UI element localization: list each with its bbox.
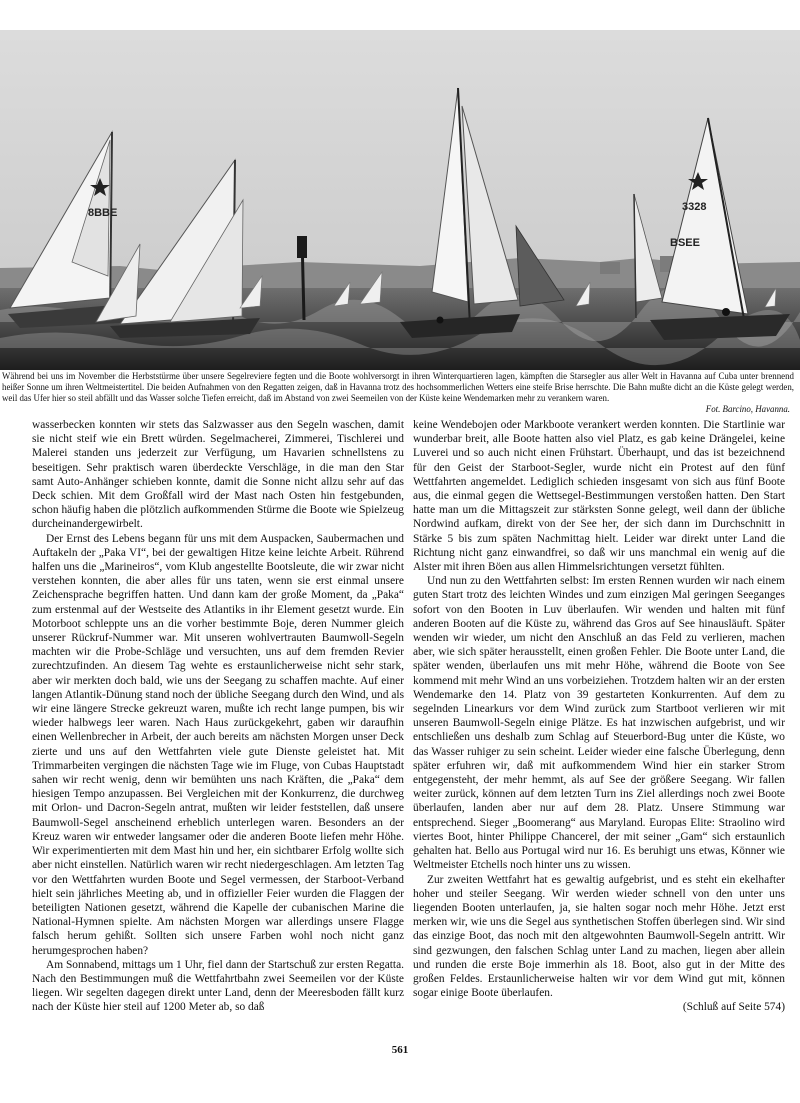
continuation-note: (Schluß auf Seite 574) — [682, 1001, 785, 1014]
paragraph: Und nun zu den Wettfahrten selbst: Im ersten Rennen wurden wir nach einem guten Start trotz des leichten Windes und zum einzigen Mal geringen Seeganges sofort von den Booten in Luv überlaufen. Wir wenden und halten mit fünf anderen Booten auf die Küste zu, während das Gros auf See hinausläuft. Später wenden wir wieder, um nicht den Anschluß an das Feld zu verlieren, machen aber, wie sich später herausstellt, einen großen Fehler. Die Boote unter Land, die später wenden, überlaufen uns mit mehr Höhe, während die Boote von See kommend mit mehr Wind an uns vorbeiziehen. Trotzdem halten wir an der ersten Wendemarke den 14. Platz von 39 gestarteten Konkurrenten. Auf dem zu segelnden Linearkurs vor dem Wind zurück zum Startboot verlieren wir mit unseren Baumwoll-Segeln einige Plätze. Es hat inzwischen aufgebrist, und wir entschließen uns deshalb zum Schlag auf Steuerbord-Bug unter die Küste, wo das Wasser ruhiger zu sein scheint. Leider wieder eine falsche Überlegung, denn später erfuhren wir, daß mit aufkommendem Wind hier ein starker Strom entgegensteht, der mehr hemmt, als auf See der größere Seegang. Wir fallen weiter zurück, können auf dem letzten Turn ins Ziel allerdings noch zwei Boote überlaufen, landen aber nur auf dem 28. Platz. Unsere Stimmung war entsprechend. Sieger „Boomerang“ aus Maryland. Europas Elite: Straolino wird viertes Boot, hinter Philippe Chancerel, der mit seiner „Gam“ sich erstaunlich gehalten hat. Bello aus Portugal wird nur 16. Es beruhigt uns etwas, Könner wie Weltmeister Etchells noch hinter uns zu wissen. — [413, 575, 785, 872]
paragraph: Der Ernst des Lebens begann für uns mit dem Auspacken, Saubermachen und Auftakeln der „Paka VI“, bei der gewaltigen Hitze keine leichte Arbeit. Rührend halfen uns die „Marineiros“, vom Klub angestellte Bootsleute, die wir zwar nicht verstehen konnten, die aber alles für uns taten, wenn sie erst einmal unsere Zeichensprache begriffen hatten. Und dann kam der große Moment, da „Paka“ zum erstenmal auf der Westseite des Atlantiks in ihr Element gesetzt wurde. Ein Motorboot schleppte uns an die vorher bestimmte Boje, deren Nummer gleich unserer Rückruf-Nummer war. Mit unseren wohlvertrauten Baumwoll-Segeln machten wir die Probe-Schläge und versuchten, uns auf dem fremden Revier zurechtzufinden. An diesem Tag wehte es erstaunlicherweise nicht sehr stark, aber wir merkten doch bald, wie uns der Seegang zu schaffen machte. Auf einer langen Atlantik-Dünung stand noch der übliche Seegang durch den Wind, und als wir eine längere Strecke gekreuzt waren, mußte ich recht lange pumpen, bis wir wieder halbwegs leer waren. Nach Haus zurückgekehrt, gaben wir daraufhin einen Wellenbrecher in Arbeit, der auch bereits am nächsten Morgen unser Deck zierte und uns auf den Wettfahrten viele gute Dienste geleistet hat. Mit Trimmarbeiten vergingen die nächsten Tage wie im Fluge, von Cubas Hauptstadt sahen wir recht wenig, denn wir bemühten uns nach Kräften, die „Paka“ dem hiesigen Tempo anzupassen. Bei Vergleichen mit der Konkurrenz, die durchweg mit Orlon- und Dacron-Segeln antrat, mußten wir leider feststellen, daß unsere Baumwoll-Segel anscheinend erheblich unterlegen waren. Besonders an der Kreuz waren wir entweder langsamer oder die anderen Boote liefen mehr Höhe. Wir experimentierten mit dem Mast hin und her, ein sichtbarer Erfolg wollte sich aber nicht einstellen. Natürlich waren wir recht niedergeschlagen. Am letzten Tag vor den Wettfahrten wurden Boote und Segel vermessen, der Starboot-Verband hielt sein jährliches Meeting ab, und in offizieller Feier wurden die Flaggen der beteiligten Nationen gesetzt, während die Kapelle der cubanischen Marine die National-Hymnen spielte. Am nächsten Morgen war allerdings unsere Flagge falsch herum gehißt. Sollten sich unsere Farben wohl noch nicht ganz herumgesprochen haben? — [32, 532, 404, 957]
article-column-left — [32, 418, 404, 1015]
article-column-right — [413, 418, 785, 1015]
paragraph: wasserbecken konnten wir stets das Salzwasser aus den Segeln waschen, damit sie nicht steif wie ein Brett würden. Segelmacherei, Zimmerei, Tischlerei und Malerei standen uns jederzeit zur Verfügung, um Havarien schnellstens zu beseitigen. Sehr praktisch waren überdeckte Verschläge, in die man den Star samt Auto-Anhänger schieben konnte, damit die Sonne nicht allzu sehr auf das Deck schien. Mit dem Großfall wird der Mast nach Osten hin festgebunden, schon häufig haben die plötzlich aufkommenden Stürme die Boote wie Spielzeug durcheinandergewirbelt. — [32, 419, 404, 531]
sail-number-right-top: 3328 — [682, 201, 707, 213]
photo-credit: Fot. Barcino, Havanna. — [705, 404, 790, 414]
sail-number-left: 8BBE — [88, 207, 118, 219]
paragraph: keine Wendebojen oder Markboote verankert werden konnten. Die Startlinie war wunderbar breit, alle Boote hatten also viel Platz, es gab keine Drängelei, keine Luverei und so auch nicht einen Frühstart. Überhaupt, und das ist bezeichnend für den Geist der Starboot-Segler, wurde nicht ein Protest auf den fünf Wettfahrten angemeldet. Lediglich schieden insgesamt von sich aus fünf Boote aus, die einmal gegen die Wettsegel-Bestimmungen verstoßen hatten. Den Start hatte man um die Mittagszeit zur stärksten Sonne gelegt, weil dann der übliche Nordwind aufkam, direkt von der See her, der sich dann im Durchschnitt in Stärke 5 bis zum späten Nachmittag hielt. Leider war direkt unter Land die Richtung nicht ganz einwandfrei, so daß wir uns manchmal ein wenig auf die Alster mit ihren Böen aus allen Himmelsrichtungen versetzt fühlten. — [413, 419, 785, 574]
photo-caption: Während bei uns im November die Herbststürme über unsere Segelreviere fegten und die Boote wohlversorgt in ihren Winterquartieren lagen, kämpften die Starsegler aus aller Welt in Havanna auf Cuba unter brennend heißer Sonne um ihren Weltmeistertitel. Die beiden Aufnahmen von den Regatten zeigen, daß in Havanna trotz des hochsommerlichen Wetters eine steife Brise herrschte. Die Bahn mußte dicht an die Küste gelegt werden, weil das Ufer hier so steil abfällt und das Wasser solche Tiefen erreicht, daß im Abstand von zwei Seemeilen von der Küste keine Wendemarken mehr zu verankern waren. — [2, 371, 794, 403]
page-number: 561 — [391, 1044, 409, 1056]
paragraph: Am Sonnabend, mittags um 1 Uhr, fiel dann der Startschuß zur ersten Regatta. Nach den Bestimmungen muß die Wettfahrtbahn zwei Seemeilen vor der Küste liegen. Wir segelten dagegen direkt unter Land, denn der Meeresboden fällt kurz nach der Küste hier steil auf 1200 Meter ab, so daß — [32, 958, 404, 1014]
sail-number-right-bottom: BSEE — [670, 237, 700, 249]
regatta-photo — [0, 30, 800, 370]
paragraph: Zur zweiten Wettfahrt hat es gewaltig aufgebrist, und es steht ein ekelhafter hoher und steiler Seegang. Wir werden wieder schnell von den unter uns liegenden Booten unterlaufen, ja, sie halten sogar noch mehr Höhe. Jetzt erst merken wir, wie uns die Segel aus synthetischen Stoffen überlegen sind. Wir sind das einzige Boot, das noch mit den altgewohnten Baumwoll-Segeln antritt. Wir sind gezwungen, den falschen Schlag unter Land zu machen, liegen aber allein und runden die erste Boje immerhin als 18. Boot, also gut in der Mitte des großen Feldes. Erstaunlicherweise halten wir vor dem Wind gut mit, können sogar einige Boote überlaufen. — [413, 873, 785, 1000]
